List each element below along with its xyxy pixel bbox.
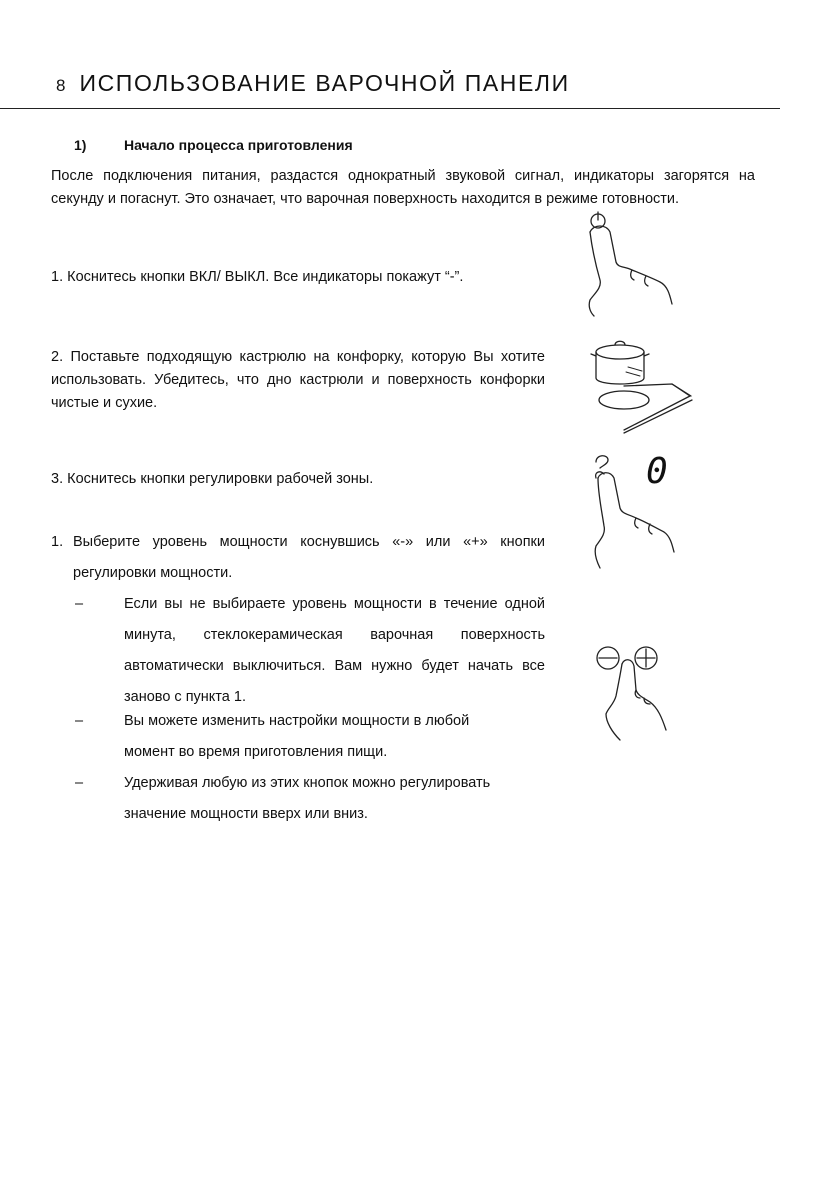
page-number: 8 — [56, 76, 66, 95]
section-title: Начало процесса приготовления — [124, 137, 353, 153]
bullet-line: Удерживая любую из этих кнопок можно регулировать — [124, 775, 491, 791]
bullet-line: автоматически выключиться. Вам нужно будет начать все — [124, 658, 545, 674]
bullet-dash: – — [75, 596, 84, 612]
bullet-dash: – — [75, 775, 84, 791]
bullet-item — [51, 706, 545, 768]
display-digit: 0 — [646, 451, 668, 492]
pot-on-hob-illustration — [588, 334, 700, 434]
power-touch-illustration — [580, 208, 690, 320]
numbered-item-line: Выберите уровень мощности коснувшись «-» или «+» кнопки — [73, 534, 545, 550]
power-adjust-illustration — [594, 646, 704, 746]
step-2-text: 2. Поставьте подходящую кастрюлю на конфорку, которую Вы хотите использовать. Убедитесь, что дно кастрюли и поверхность конфорки чистые и сухие. — [51, 349, 545, 411]
step-3-text: 3. Коснитесь кнопки регулировки рабочей зоны. — [51, 471, 374, 487]
minus-icon — [597, 647, 619, 669]
bullet-item — [51, 589, 545, 713]
intro-paragraph: После подключения питания, раздастся однократный звуковой сигнал, индикаторы загорятся на секунду и погаснут. Это означает, что варочная поверхность находится в режиме готовности. — [51, 168, 755, 207]
bullet-item — [51, 768, 545, 830]
step-1-text: 1. Коснитесь кнопки ВКЛ/ ВЫКЛ. Все индикаторы покажут “-”. — [51, 269, 464, 285]
bullet-line: значение мощности вверх или вниз. — [124, 806, 368, 822]
bullet-line: минута, стеклокерамическая варочная поверхность — [124, 627, 545, 643]
zone-select-icon — [596, 456, 608, 478]
numbered-item-label: 1. — [51, 534, 64, 550]
bullet-line: заново с пункта 1. — [124, 689, 246, 705]
burner-ring — [599, 391, 649, 409]
zone-select-illustration — [588, 448, 698, 576]
page-title: ИСПОЛЬЗОВАНИЕ ВАРОЧНОЙ ПАНЕЛИ — [79, 70, 570, 96]
plus-icon — [635, 647, 657, 669]
bullet-line: момент во время приготовления пищи. — [124, 744, 388, 760]
page-header — [56, 70, 570, 97]
bullet-dash: – — [75, 713, 84, 729]
numbered-item — [51, 527, 545, 589]
bullet-line: Если вы не выбираете уровень мощности в течение одной — [124, 596, 545, 612]
header-divider — [0, 108, 780, 109]
hand-icon — [589, 226, 672, 316]
bullet-line: Вы можете изменить настройки мощности в любой — [124, 713, 470, 729]
numbered-item-line: регулировки мощности. — [73, 565, 233, 581]
hand-icon — [606, 660, 666, 740]
pot-icon — [591, 341, 649, 384]
section-number: 1) — [74, 137, 87, 153]
